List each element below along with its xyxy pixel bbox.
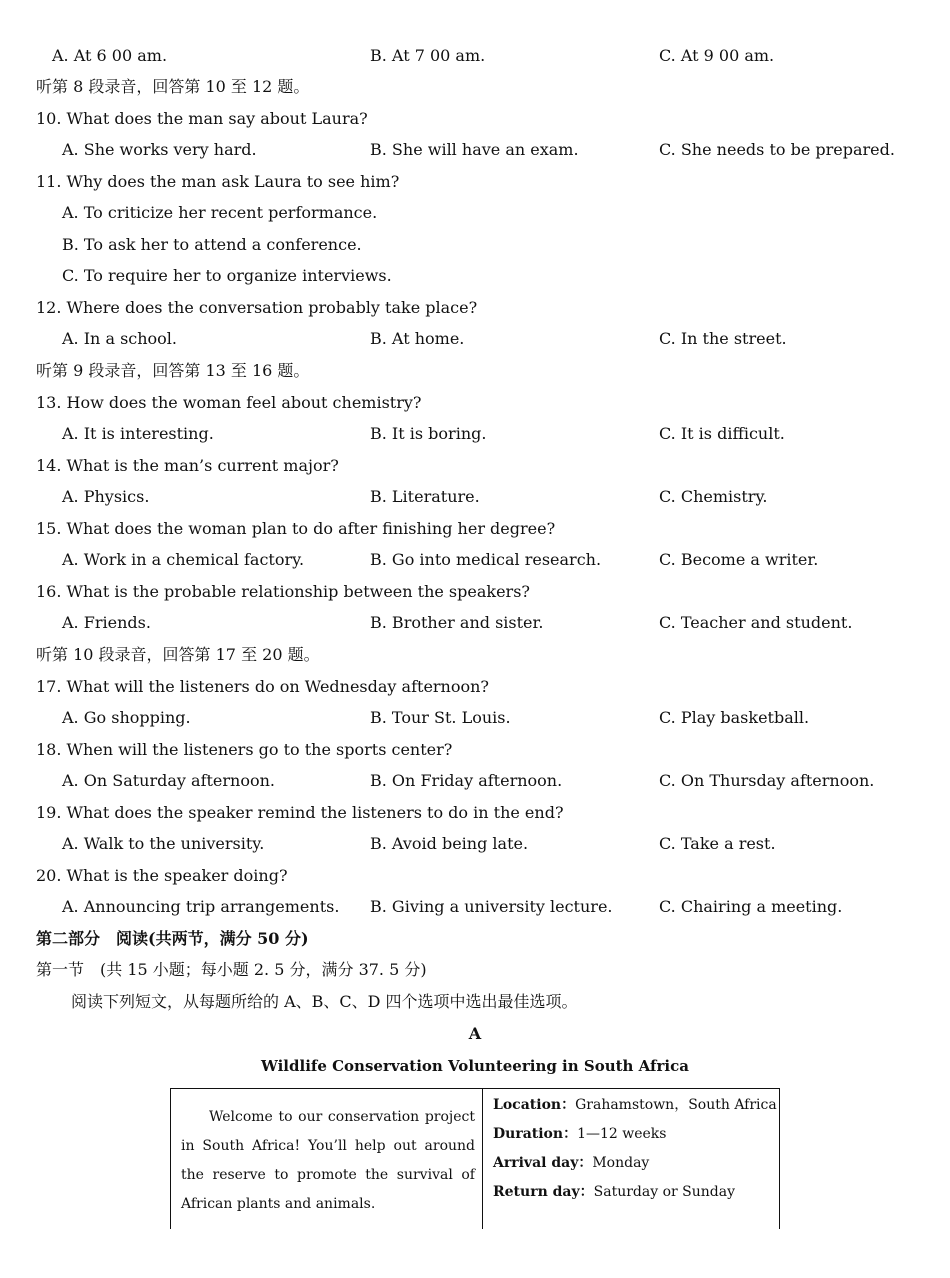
fact-location: [493, 1091, 777, 1120]
section-8-heading: 听第 8 段录音，回答第 10 至 12 题。: [36, 77, 310, 96]
q13-stem: 13. How does the woman feel about chemistry?: [36, 393, 422, 412]
q11-option-a: A. To criticize her recent performance.: [62, 203, 378, 222]
q9-option-a: A. At 6 00 am.: [52, 46, 168, 65]
q15-option-b: B. Go into medical research.: [370, 550, 602, 569]
info-table: [170, 1088, 780, 1229]
q20-option-b: B. Giving a university lecture.: [370, 897, 613, 916]
q10-option-c: C. She needs to be prepared.: [659, 140, 895, 159]
q10-option-b: B. She will have an exam.: [370, 140, 579, 159]
fact-value: 1—12 weeks: [577, 1126, 667, 1142]
passage-title: Wildlife Conservation Volunteering in South Africa: [261, 1057, 689, 1075]
reading-instruction: 阅读下列短文，从每题所给的 A、B、C、D 四个选项中选出最佳选项。: [71, 992, 578, 1011]
q18-option-c: C. On Thursday afternoon.: [659, 771, 875, 790]
q14-option-a: A. Physics.: [62, 487, 150, 506]
passage-letter: A: [468, 1024, 482, 1043]
q10-stem: 10. What does the man say about Laura?: [36, 109, 368, 128]
q19-option-b: B. Avoid being late.: [370, 834, 529, 853]
q20-option-c: C. Chairing a meeting.: [659, 897, 843, 916]
q19-stem: 19. What does the speaker remind the listeners to do in the end?: [36, 803, 564, 822]
q20-stem: 20. What is the speaker doing?: [36, 866, 288, 885]
table-facts: [493, 1091, 777, 1207]
part-two-heading: 第二部分 阅读(共两节，满分 50 分): [36, 929, 309, 948]
q18-option-b: B. On Friday afternoon.: [370, 771, 563, 790]
fact-value: Grahamstown，South Africa: [575, 1097, 777, 1113]
q11-option-c: C. To require her to organize interviews.: [62, 266, 392, 285]
q14-option-c: C. Chemistry.: [659, 487, 768, 506]
q13-option-a: A. It is interesting.: [62, 424, 214, 443]
q15-option-a: A. Work in a chemical factory.: [62, 550, 305, 569]
q13-option-b: B. It is boring.: [370, 424, 487, 443]
q16-option-a: A. Friends.: [62, 613, 151, 632]
q16-option-b: B. Brother and sister.: [370, 613, 544, 632]
q17-option-b: B. Tour St. Louis.: [370, 708, 511, 727]
fact-value: Monday: [592, 1155, 650, 1171]
q17-stem: 17. What will the listeners do on Wednesday afternoon?: [36, 677, 490, 696]
section-10-heading: 听第 10 段录音，回答第 17 至 20 题。: [36, 645, 320, 664]
q14-stem: 14. What is the man’s current major?: [36, 456, 339, 475]
q10-option-a: A. She works very hard.: [62, 140, 257, 159]
q11-stem: 11. Why does the man ask Laura to see him?: [36, 172, 400, 191]
q20-option-a: A. Announcing trip arrangements.: [62, 897, 340, 916]
q14-option-b: B. Literature.: [370, 487, 480, 506]
q18-stem: 18. When will the listeners go to the sports center?: [36, 740, 453, 759]
q15-stem: 15. What does the woman plan to do after finishing her degree?: [36, 519, 556, 538]
fact-label: Duration：: [493, 1126, 578, 1142]
fact-duration: [493, 1120, 777, 1149]
q17-option-c: C. Play basketball.: [659, 708, 810, 727]
fact-arrival-day: [493, 1149, 777, 1178]
fact-return-day: [493, 1178, 777, 1207]
q18-option-a: A. On Saturday afternoon.: [62, 771, 275, 790]
fact-label: Return day：: [493, 1184, 594, 1200]
section-one-heading: 第一节 (共 15 小题；每小题 2. 5 分，满分 37. 5 分): [36, 960, 427, 979]
q16-option-c: C. Teacher and student.: [659, 613, 853, 632]
q13-option-c: C. It is difficult.: [659, 424, 785, 443]
fact-label: Location：: [493, 1097, 576, 1113]
q12-stem: 12. Where does the conversation probably take place?: [36, 298, 478, 317]
fact-value: Saturday or Sunday: [593, 1184, 735, 1200]
q11-option-b: B. To ask her to attend a conference.: [62, 235, 362, 254]
q12-option-c: C. In the street.: [659, 329, 787, 348]
q17-option-a: A. Go shopping.: [62, 708, 191, 727]
fact-label: Arrival day：: [493, 1155, 593, 1171]
q19-option-c: C. Take a rest.: [659, 834, 776, 853]
q12-option-a: A. In a school.: [62, 329, 178, 348]
q19-option-a: A. Walk to the university.: [62, 834, 265, 853]
q12-option-b: B. At home.: [370, 329, 465, 348]
q9-option-b: B. At 7 00 am.: [370, 46, 486, 65]
q15-option-c: C. Become a writer.: [659, 550, 819, 569]
table-intro-text: Welcome to our conservation project in South Africa! You’ll help out around the reserve to promote the survival of African plants and animals.: [181, 1109, 475, 1212]
q9-option-c: C. At 9 00 am.: [659, 46, 775, 65]
table-divider: [482, 1089, 483, 1229]
section-9-heading: 听第 9 段录音，回答第 13 至 16 题。: [36, 361, 310, 380]
q16-stem: 16. What is the probable relationship between the speakers?: [36, 582, 530, 601]
